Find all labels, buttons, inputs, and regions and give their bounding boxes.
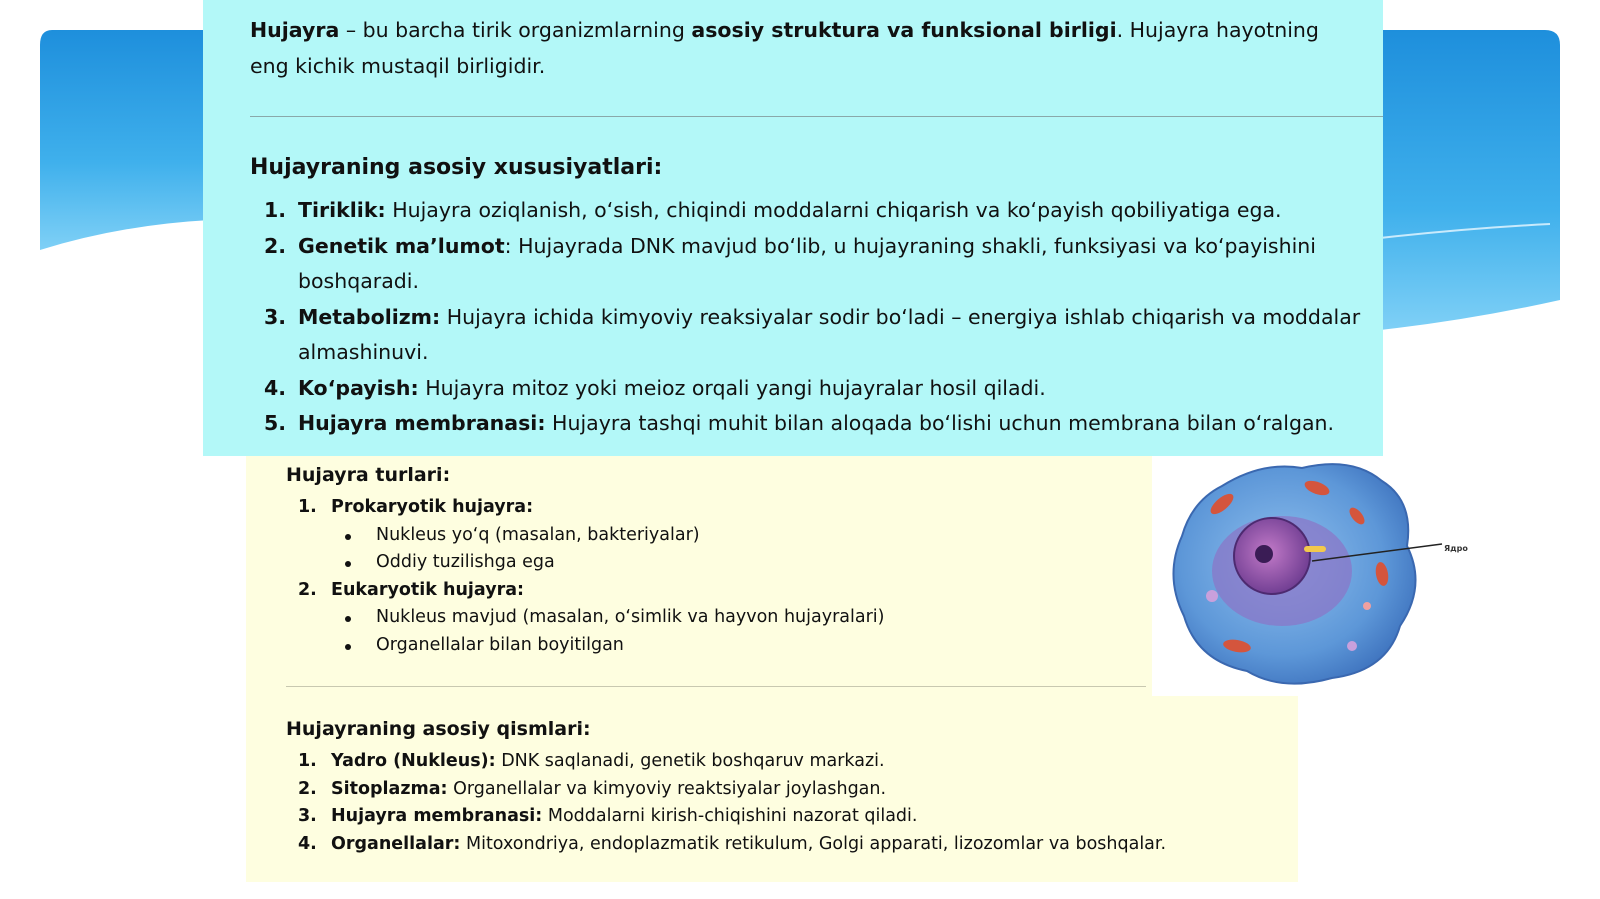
vesicle (1206, 590, 1218, 602)
properties-title: Hujayraning asosiy xususiyatlari: (250, 155, 663, 180)
item-number: 2. (298, 579, 317, 600)
item-number: 3. (298, 806, 317, 826)
list-item (250, 300, 1370, 371)
item-number: 2. (264, 233, 287, 258)
properties-panel (203, 0, 1383, 456)
item-label: Hujayra membranasi: (298, 411, 546, 435)
list-item (286, 748, 1286, 776)
item-number: 4. (264, 375, 287, 400)
vesicle (1363, 602, 1371, 610)
item-text: Hujayra oziqlanish, o‘sish, chiqindi moddalarni chiqarish va ko‘payish qobiliyatiga ega. (385, 198, 1282, 222)
item-label: Organellalar: (331, 833, 461, 854)
item-number: 1. (298, 497, 317, 517)
golgi (1304, 546, 1326, 552)
types-title: Hujayra turlari: (286, 464, 451, 486)
item-text: Hujayra tashqi muhit bilan aloqada bo‘lishi uchun membrana bilan o‘ralgan. (545, 411, 1335, 435)
bullet-item: Oddiy tuzilishga ega (331, 549, 1166, 577)
item-text: Moddalarni kirish-chiqishini nazorat qiladi. (542, 806, 918, 826)
list-item (250, 193, 1370, 229)
wave-left (40, 30, 210, 250)
cell-image-box (1152, 456, 1474, 696)
item-text: Hujayra ichida kimyoviy reaksiyalar sodir bo‘ladi – energiya ishlab chiqarish va moddalar almashinuvi. (298, 304, 1361, 364)
intro-bold: asosiy struktura va funksional birligi (691, 18, 1117, 42)
item-number: 3. (264, 304, 287, 329)
wave-right (1380, 30, 1560, 330)
animal-cell-icon (1152, 456, 1474, 696)
intro-term: Hujayra (250, 18, 340, 42)
list-item (286, 577, 1166, 660)
vesicle (1347, 641, 1357, 651)
item-label: Ko‘payish: (298, 375, 419, 400)
item-label: Metabolizm: (298, 304, 441, 329)
list-item (250, 371, 1370, 407)
item-label: Tiriklik: (298, 198, 386, 222)
intro-paragraph (250, 12, 1360, 84)
types-parts-panel (246, 456, 1298, 882)
item-text: : Hujayrada DNK mavjud bo‘lib, u hujayraning shakli, funksiyasi va ko‘payishini boshqaradi. (298, 233, 1316, 293)
bullet-item: Nukleus yo‘q (masalan, bakteriyalar) (331, 522, 1166, 550)
divider (250, 116, 1383, 117)
item-label: Genetik ma’lumot (298, 233, 505, 258)
item-number: 4. (298, 833, 317, 854)
bullet-list (331, 522, 1166, 577)
item-label: Prokaryotik hujayra: (331, 497, 534, 517)
list-item (250, 406, 1370, 442)
item-text: Mitoxondriya, endoplazmatik retikulum, Golgi apparati, lizozomlar va boshqalar. (460, 833, 1167, 854)
item-label: Yadro (Nukleus): (331, 751, 496, 771)
bullet-item: Nukleus mavjud (masalan, o‘simlik va hayvon hujayralari) (331, 604, 1166, 632)
properties-list (250, 193, 1370, 442)
item-text: Hujayra mitoz yoki meioz orqali yangi hujayralar hosil qiladi. (418, 375, 1046, 400)
item-label: Sitoplazma: (331, 778, 448, 799)
intro-part1: – bu barcha tirik organizmlarning (339, 18, 692, 42)
list-item (250, 229, 1370, 300)
item-number: 2. (298, 778, 317, 799)
item-number: 1. (298, 751, 317, 771)
item-label: Eukaryotik hujayra: (331, 579, 525, 600)
item-text: Organellalar va kimyoviy reaktsiyalar joylashgan. (447, 778, 887, 799)
list-item (286, 776, 1286, 804)
parts-list (286, 748, 1286, 858)
intro-part2: . Hujayra hayotning eng kichik mustaqil birligidir. (250, 18, 1319, 78)
bullet-item: Organellalar bilan boyitilgan (331, 632, 1166, 660)
item-text: DNK saqlanadi, genetik boshqaruv markazi. (495, 751, 885, 771)
types-list (286, 494, 1166, 659)
list-item (286, 494, 1166, 577)
item-label: Hujayra membranasi: (331, 806, 543, 826)
nucleus-label: Ядро (1444, 544, 1468, 553)
parts-title: Hujayraning asosiy qismlari: (286, 718, 591, 740)
item-number: 1. (264, 198, 287, 222)
divider (286, 686, 1146, 687)
item-number: 5. (264, 411, 287, 435)
nucleolus (1255, 545, 1273, 563)
list-item (286, 831, 1286, 859)
bullet-list (331, 604, 1166, 659)
list-item (286, 803, 1286, 831)
